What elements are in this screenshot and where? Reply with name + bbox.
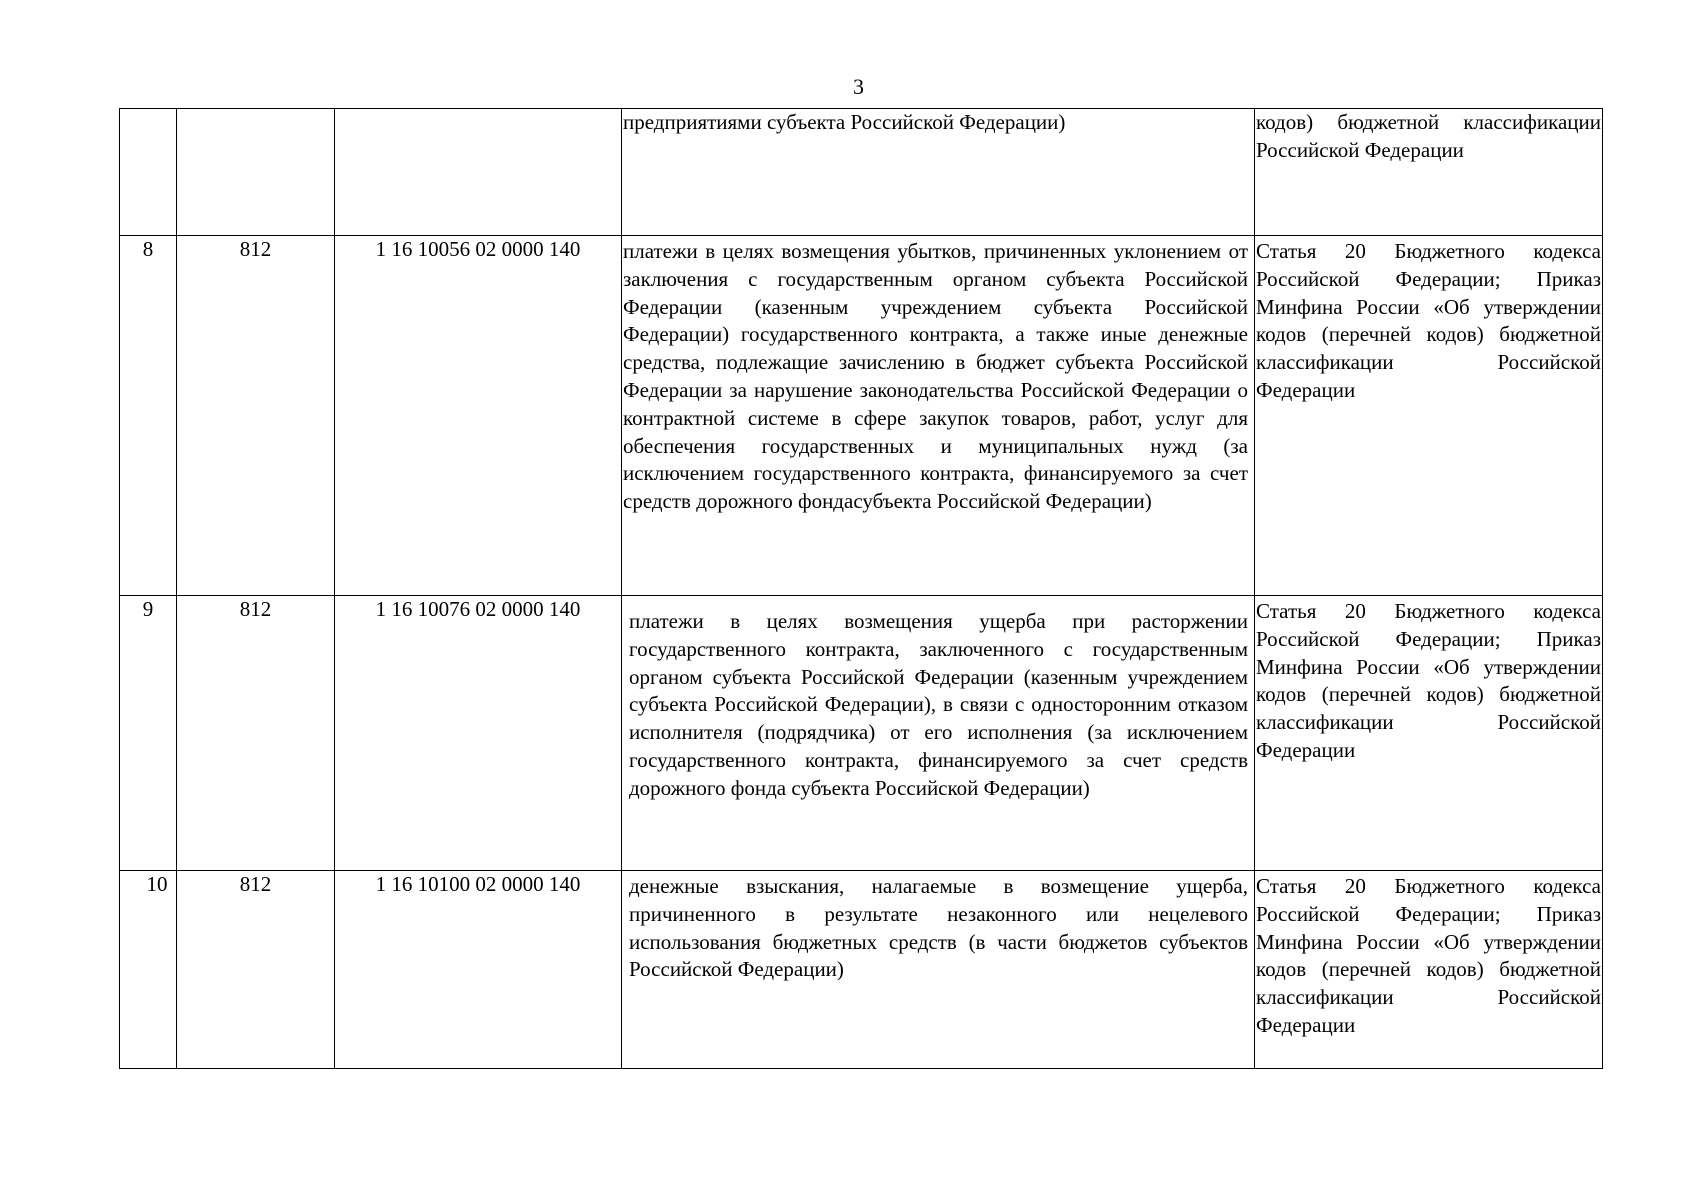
budget-code-cell: 1 16 10076 02 0000 140 (335, 596, 622, 871)
row-number-cell: 9 (120, 596, 177, 871)
description-cell (622, 236, 1255, 596)
budget-code-cell (335, 109, 622, 236)
legal-basis-cell (1255, 596, 1603, 871)
admin-code-cell: 812 (177, 596, 335, 871)
description-cell (622, 596, 1255, 871)
admin-code-cell (177, 109, 335, 236)
table-row (120, 871, 1603, 1069)
legal-basis-cell (1255, 871, 1603, 1069)
row-number-cell (120, 109, 177, 236)
budget-code-cell: 1 16 10056 02 0000 140 (335, 236, 622, 596)
description-cell (622, 109, 1255, 236)
legal-basis-cell (1255, 109, 1603, 236)
budget-codes-table (119, 108, 1603, 1069)
table-row (120, 596, 1603, 871)
description-text: платежи в целях возмещения ущерба при расторжении государственного контракта, заключенного с государственным органом субъекта Российской Федерации (казенным учреждением субъекта Российской Федерации), в связи с односторонним отказом исполнителя (подрядчика) от его исполнения (за исключением государственного контракта, финансируемого за счет средств дорожного фонда субъекта Российской Федерации) (629, 609, 1248, 800)
description-text: денежные взыскания, налагаемые в возмещение ущерба, причиненного в результате незаконного или нецелевого использования бюджетных средств (в части бюджетов субъектов Российской Федерации) (629, 874, 1248, 982)
legal-basis-text: Статья 20 Бюджетного кодекса Российской Федерации; Приказ Минфина России «Об утверждении кодов (перечней кодов) бюджетной классификации Российской Федерации (1256, 599, 1601, 762)
legal-basis-text: Статья 20 Бюджетного кодекса Российской Федерации; Приказ Минфина России «Об утверждении кодов (перечней кодов) бюджетной классификации Российской Федерации (1256, 239, 1601, 402)
budget-code-cell: 1 16 10100 02 0000 140 (335, 871, 622, 1069)
description-text: платежи в целях возмещения убытков, причиненных уклонением от заключения с государственным органом субъекта Российской Федерации (казенным учреждением субъекта Российской Федерации) государственного контракта, а также иные денежные средства, подлежащие зачислению в бюджет субъекта Российской Федерации за нарушение законодательства Российской Федерации о контрактной системе в сфере закупок товаров, работ, услуг для обеспечения государственных и муниципальных нужд (за исключением государственного контракта, финансируемого за счет средств дорожного фондасубъекта Российской Федерации) (623, 239, 1248, 514)
page-number: 3 (853, 74, 864, 99)
admin-code-cell: 812 (177, 871, 335, 1069)
row-number-cell: 10 (120, 871, 177, 1069)
row-number-cell: 8 (120, 236, 177, 596)
legal-basis-cell (1255, 236, 1603, 596)
legal-basis-text: Статья 20 Бюджетного кодекса Российской Федерации; Приказ Минфина России «Об утверждении кодов (перечней кодов) бюджетной классификации Российской Федерации (1256, 874, 1601, 1037)
legal-basis-text: кодов) бюджетной классификации Российской Федерации (1256, 110, 1601, 162)
admin-code-cell: 812 (177, 236, 335, 596)
description-text: предприятиями субъекта Российской Федерации) (623, 110, 1066, 134)
table-row (120, 109, 1603, 236)
table-row (120, 236, 1603, 596)
description-cell (622, 871, 1255, 1069)
